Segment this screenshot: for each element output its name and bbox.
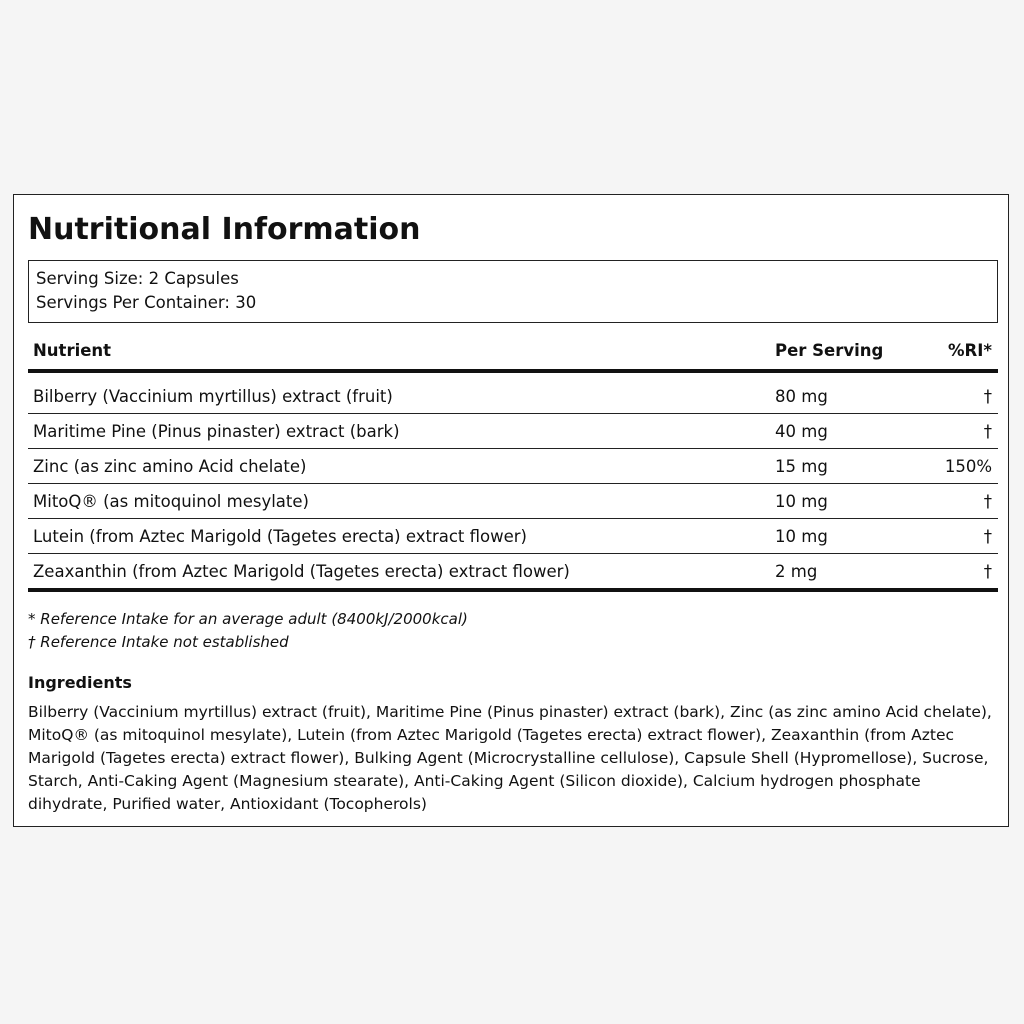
footnote-not-established: † Reference Intake not established — [28, 633, 289, 651]
nutrient-ri: † — [983, 562, 992, 581]
table-row — [28, 519, 998, 554]
nutrient-name: Zinc (as zinc amino Acid chelate) — [33, 457, 307, 476]
table-row — [28, 414, 998, 449]
nutrient-amount: 10 mg — [775, 527, 828, 546]
nutrient-name: Maritime Pine (Pinus pinaster) extract (bark) — [33, 422, 400, 441]
nutrient-amount: 40 mg — [775, 422, 828, 441]
nutrient-name: Bilberry (Vaccinium myrtillus) extract (fruit) — [33, 387, 393, 406]
footnotes — [28, 608, 468, 654]
footnote-reference-intake: * Reference Intake for an average adult (8400kJ/2000kcal) — [28, 610, 468, 628]
page-title: Nutritional Information — [28, 212, 421, 247]
ingredients-title: Ingredients — [28, 673, 132, 692]
nutrient-ri: † — [983, 387, 992, 406]
table-row — [28, 449, 998, 484]
nutrient-ri: † — [983, 527, 992, 546]
nutrient-ri: † — [983, 422, 992, 441]
nutrition-panel — [13, 194, 1009, 827]
nutrient-ri: 150% — [944, 457, 992, 476]
table-header — [28, 333, 998, 373]
nutrient-name: Lutein (from Aztec Marigold (Tagetes erecta) extract flower) — [33, 527, 527, 546]
nutrient-amount: 2 mg — [775, 562, 818, 581]
table-row — [28, 484, 998, 519]
header-per-serving: Per Serving — [775, 341, 884, 360]
nutrient-amount: 10 mg — [775, 492, 828, 511]
nutrient-table — [28, 333, 998, 592]
nutrient-ri: † — [983, 492, 992, 511]
nutrient-name: Zeaxanthin (from Aztec Marigold (Tagetes erecta) extract flower) — [33, 562, 570, 581]
nutrient-amount: 15 mg — [775, 457, 828, 476]
nutrient-amount: 80 mg — [775, 387, 828, 406]
ingredients-text: Bilberry (Vaccinium myrtillus) extract (fruit), Maritime Pine (Pinus pinaster) extract (bark), Zinc (as zinc amino Acid chelate), MitoQ® (as mitoquinol mesylate), Lutein (from Aztec Marigold (Tagetes erecta) extract flower), Zeaxanthin (from Aztec Marigold (Tagetes erecta) extract flower), Bulking Agent (Microcrystalline cellulose), Capsule Shell (Hypromellose), Sucrose, Starch, Anti-Caking Agent (Magnesium stearate), Anti-Caking Agent (Silicon dioxide), Calcium hydrogen phosphate dihydrate, Purified water, Antioxidant (Tocopherols) — [28, 703, 992, 813]
table-row — [28, 379, 998, 414]
table-row — [28, 554, 998, 592]
nutrient-name: MitoQ® (as mitoquinol mesylate) — [33, 492, 309, 511]
serving-info-box — [28, 260, 998, 323]
servings-per-container: Servings Per Container: 30 — [36, 293, 257, 312]
header-nutrient: Nutrient — [33, 341, 112, 360]
serving-size: Serving Size: 2 Capsules — [36, 269, 239, 288]
header-ri: %RI* — [947, 341, 992, 360]
